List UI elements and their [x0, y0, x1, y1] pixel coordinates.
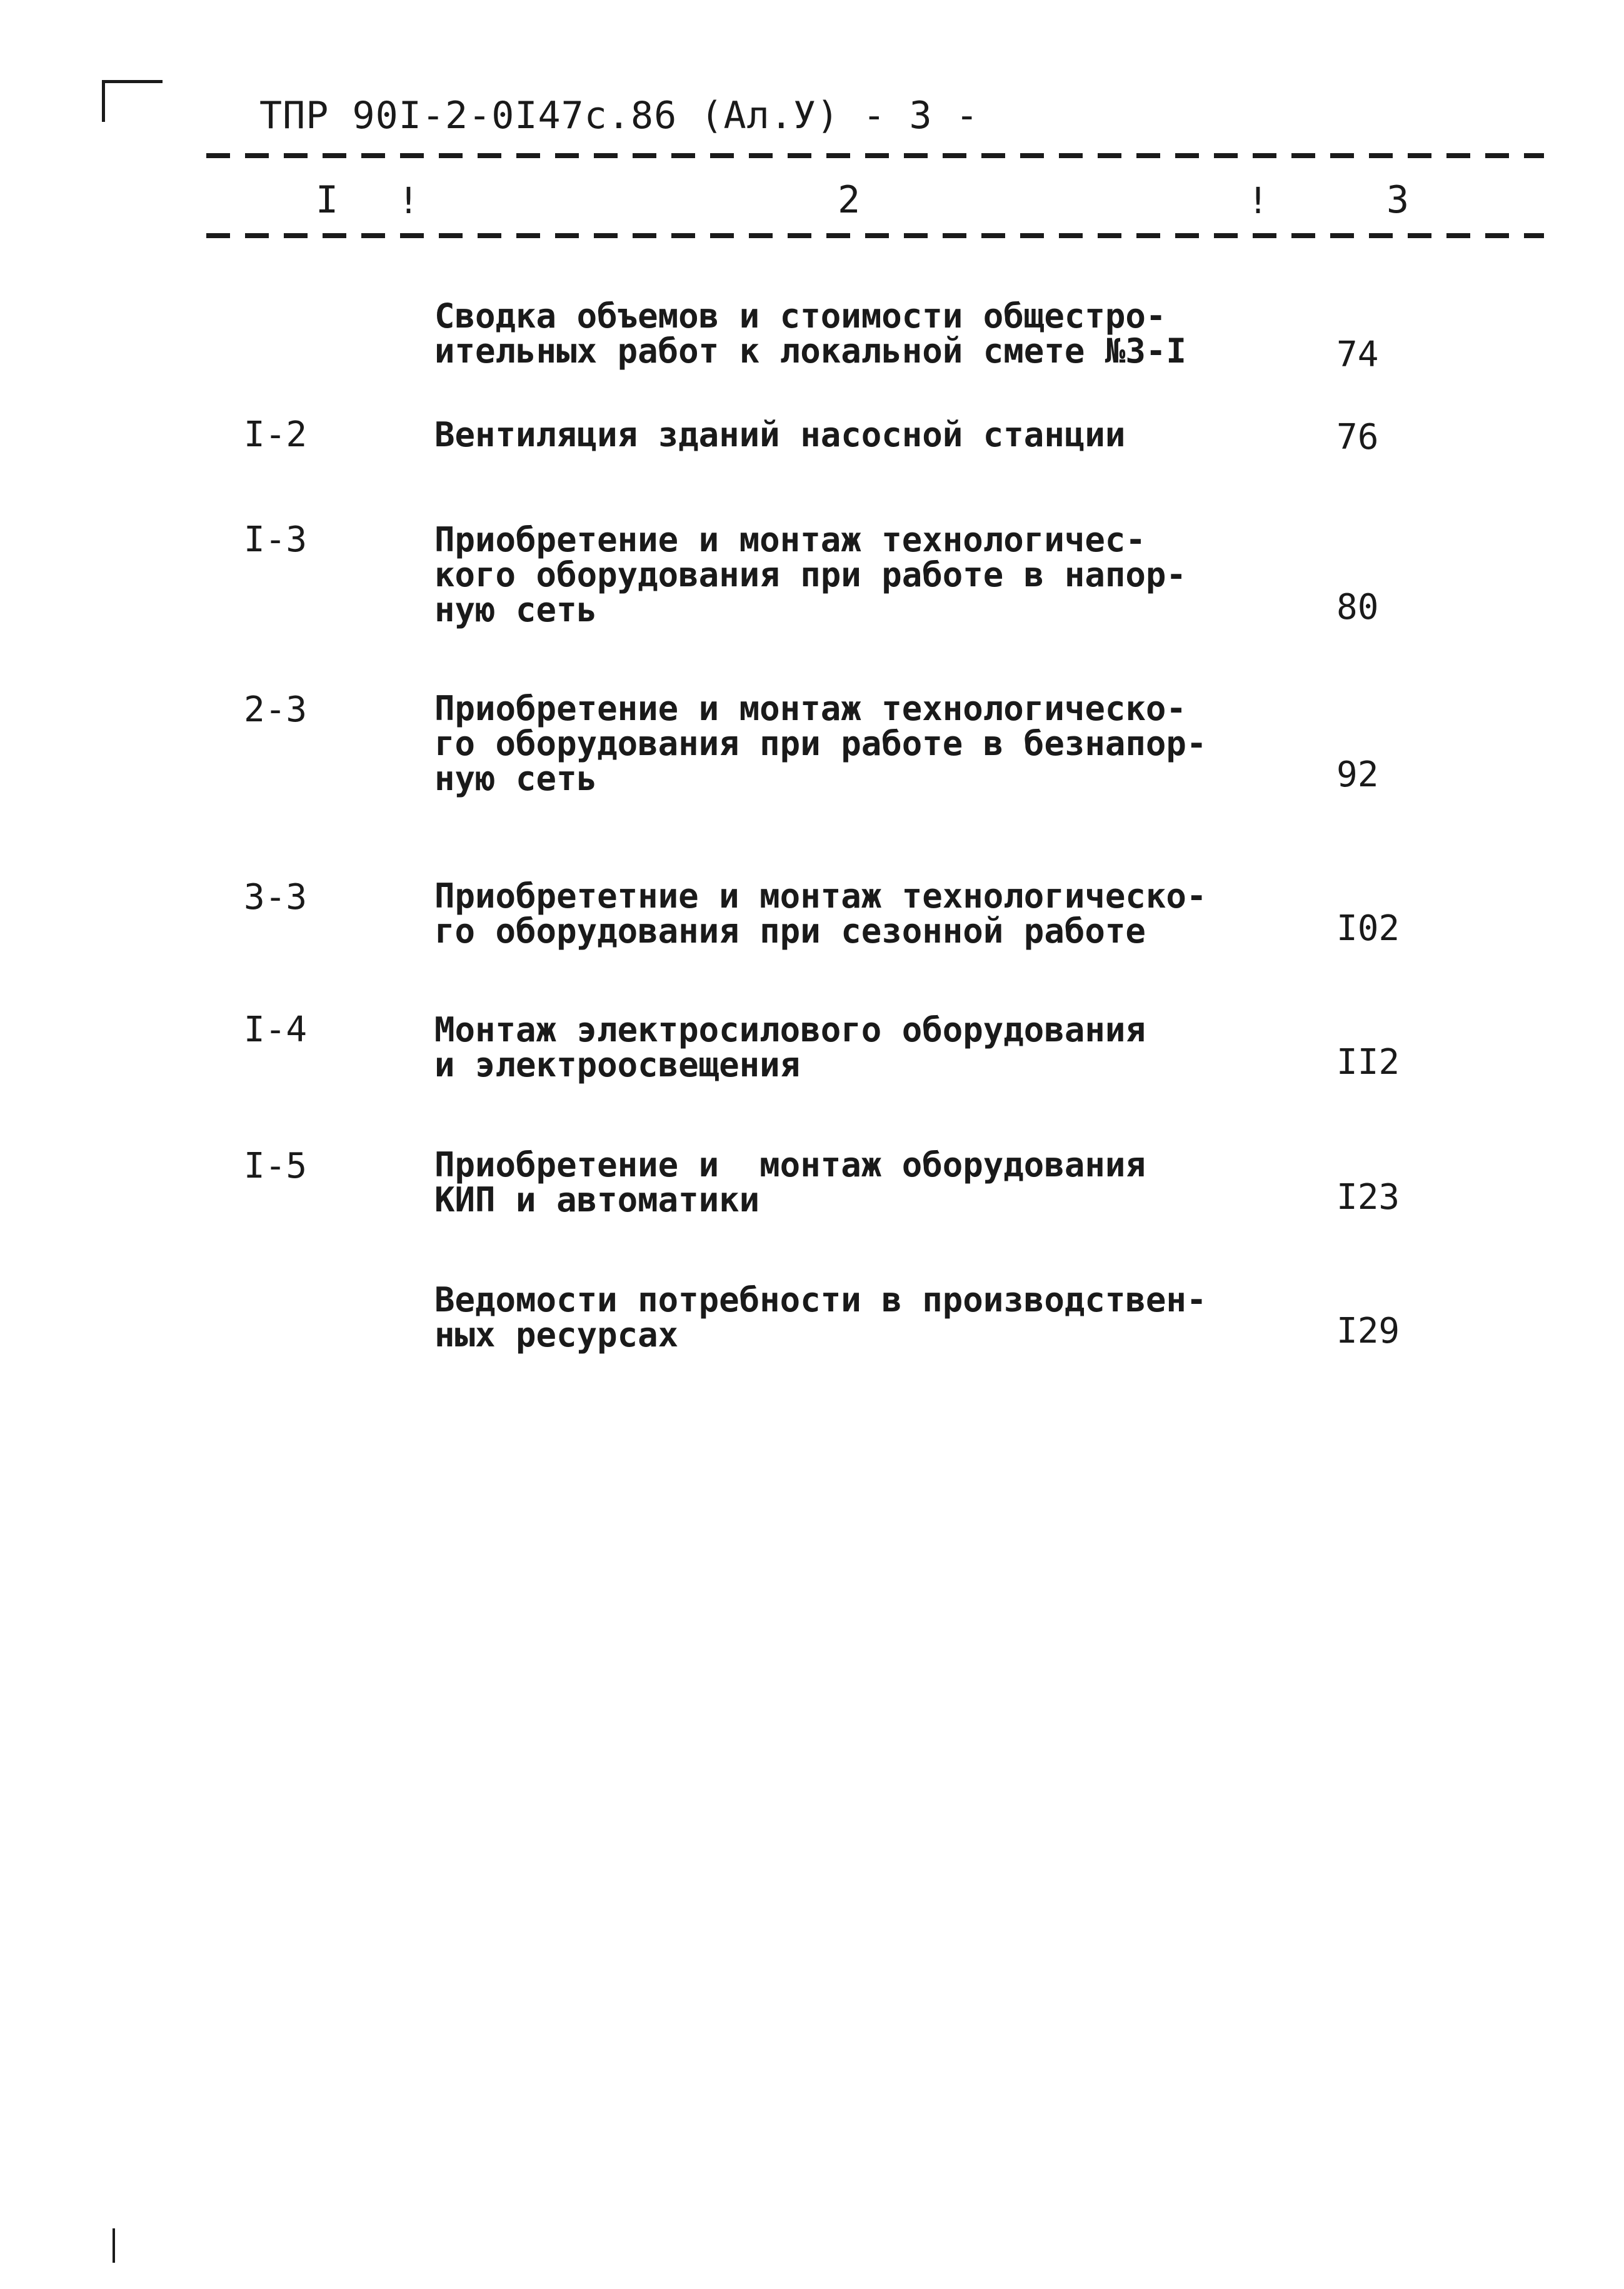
entry-page: 76 [1336, 417, 1379, 458]
entry-page: 92 [1336, 754, 1379, 795]
entry-text: Приобретение и монтаж оборудования КИП и автоматики [434, 1145, 1146, 1220]
margin-tick-mark [113, 2228, 115, 2263]
entry-text: Сводка объемов и стоимости общестро- ительных работ к локальной смете №3-I [434, 296, 1186, 371]
entry-text: Приобрететние и монтаж технологическо- го оборудования при сезонной работе [434, 876, 1207, 951]
entry-text: Приобретение и монтаж технологическо- го оборудования при работе в безнапор- ную сеть [434, 689, 1207, 798]
document-header: ТПР 90I-2-0I47c.86 (Ал.У) - 3 - [259, 94, 979, 138]
entry-number: 2-3 [244, 689, 308, 730]
column-header-2: 2 [838, 178, 861, 222]
entry-number: I-3 [244, 519, 308, 560]
entry-text: Ведомости потребности в производствен- ных ресурсах [434, 1280, 1207, 1355]
dashed-divider-bottom [206, 233, 1544, 238]
column-header-1: I [316, 178, 339, 222]
entry-text: Вентиляция зданий насосной станции [434, 415, 1126, 454]
entry-page: I23 [1336, 1177, 1400, 1218]
entry-number: 3-3 [244, 877, 308, 918]
entry-page: I02 [1336, 908, 1400, 949]
entry-page: 80 [1336, 587, 1379, 628]
column-separator-2: ! [1247, 179, 1269, 222]
entry-page: 74 [1336, 334, 1379, 375]
entry-number: I-4 [244, 1009, 308, 1050]
entry-number: I-5 [244, 1146, 308, 1186]
column-header-3: 3 [1386, 178, 1410, 222]
dashed-divider-top [206, 153, 1544, 158]
entry-text: Монтаж электросилового оборудования и электроосвещения [434, 1010, 1146, 1084]
entry-number: I-2 [244, 414, 308, 455]
entry-text: Приобретение и монтаж технологичес- кого оборудования при работе в напор- ную сеть [434, 520, 1186, 629]
corner-mark [102, 80, 163, 122]
entry-page: I29 [1336, 1311, 1400, 1351]
entry-page: II2 [1336, 1042, 1400, 1083]
column-separator-1: ! [398, 179, 419, 222]
